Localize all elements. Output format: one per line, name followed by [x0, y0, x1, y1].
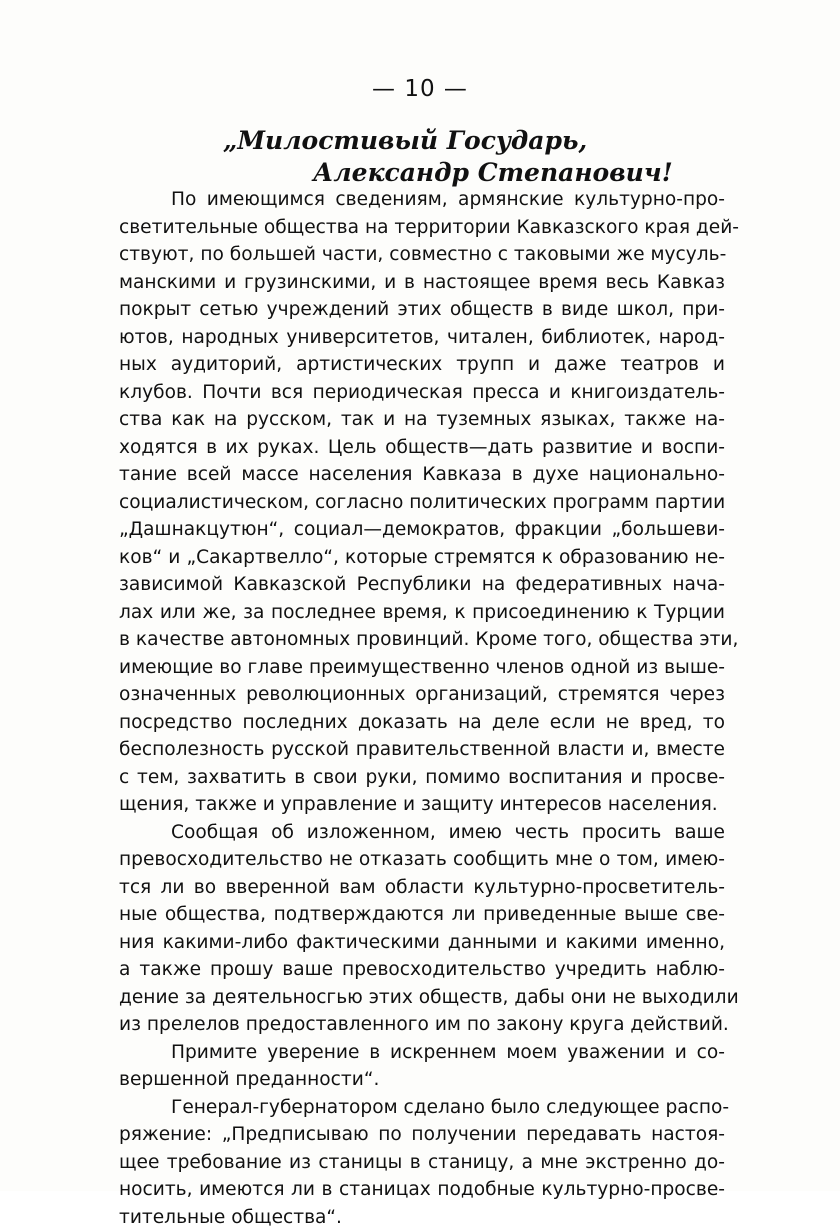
text-line: ные общества, подтверждаются ли приведенные выше све-	[119, 901, 725, 929]
text-line: ряжение: „Предписываю по получении передавать настоя-	[119, 1121, 725, 1149]
text-line: манскими и грузинскими, и в настоящее время весь Кавказ	[119, 269, 725, 297]
text-line: ютов, народных университетов, читален, библиотек, народ-	[119, 324, 725, 352]
text-line: превосходительство не отказать сообщить мне о том, имею-	[119, 846, 725, 874]
text-line: зависимой Кавказской Республики на федеративных нача-	[119, 571, 725, 599]
page-number: — 10 —	[0, 76, 840, 102]
text-line: клубов. Почти вся периодическая пресса и книгоиздатель-	[119, 379, 725, 407]
text-line: „Дашнакцутюн“, социал—демократов, фракции „большеви-	[119, 516, 725, 544]
text-line: носить, имеются ли в станицах подобные культурно-просве-	[119, 1176, 725, 1204]
text-line: Генерал-губернатором сделано было следующее распо-	[119, 1094, 725, 1122]
text-line: светительные общества на территории Кавказского края дей-	[119, 214, 725, 242]
salutation-line-1: „Милостивый Государь,	[0, 126, 840, 155]
salutation-line-2: Александр Степанович!	[0, 158, 840, 187]
text-line: бесполезность русской правительственной власти и, вместе	[119, 736, 725, 764]
text-line: тание всей массе населения Кавказа в духе национально-	[119, 461, 725, 489]
text-line: имеющие во главе преимущественно членов одной из выше-	[119, 654, 725, 682]
text-line: в качестве автономных провинций. Кроме того, общества эти,	[119, 626, 725, 654]
text-line: щения, также и управление и защиту интересов населения.	[119, 791, 725, 819]
text-line: означенных революционных организаций, стремятся через	[119, 681, 725, 709]
text-line: а также прошу ваше превосходительство учредить наблю-	[119, 956, 725, 984]
text-line: дение за деятельносгью этих обществ, дабы они не выходили	[119, 984, 725, 1012]
text-line: тительные общества“.	[119, 1204, 725, 1231]
text-line: ствуют, по большей части, совместно с таковыми же мусуль-	[119, 241, 725, 269]
text-line: щее требование из станицы в станицу, а мне экстренно до-	[119, 1149, 725, 1177]
text-line: ства как на русском, так и на туземных языках, также на-	[119, 406, 725, 434]
text-line: ков“ и „Сакартвелло“, которые стремятся к образованию не-	[119, 544, 725, 572]
text-line: из прелелов предоставленного им по закону круга действий.	[119, 1011, 725, 1039]
text-line: По имеющимся сведениям, армянские культурно-про-	[119, 186, 725, 214]
text-line: тся ли во вверенной вам области культурно-просветитель-	[119, 874, 725, 902]
text-line: покрыт сетью учреждений этих обществ в виде школ, при-	[119, 296, 725, 324]
text-line: лах или же, за последнее время, к присоединению к Турции	[119, 599, 725, 627]
text-line: ния какими-либо фактическими данными и какими именно,	[119, 929, 725, 957]
text-line: вершенной преданности“.	[119, 1066, 725, 1094]
letter-body	[119, 186, 725, 1231]
text-line: ходятся в их руках. Цель обществ—дать развитие и воспи-	[119, 434, 725, 462]
text-line: ных аудиторий, артистических трупп и даже театров и	[119, 351, 725, 379]
text-line: социалистическом, согласно политических программ партии	[119, 489, 725, 517]
text-line: Сообщая об изложенном, имею честь просить ваше	[119, 819, 725, 847]
text-line: посредство последних доказать на деле если не вред, то	[119, 709, 725, 737]
text-line: Примите уверение в искреннем моем уважении и со-	[119, 1039, 725, 1067]
text-line: с тем, захватить в свои руки, помимо воспитания и просве-	[119, 764, 725, 792]
